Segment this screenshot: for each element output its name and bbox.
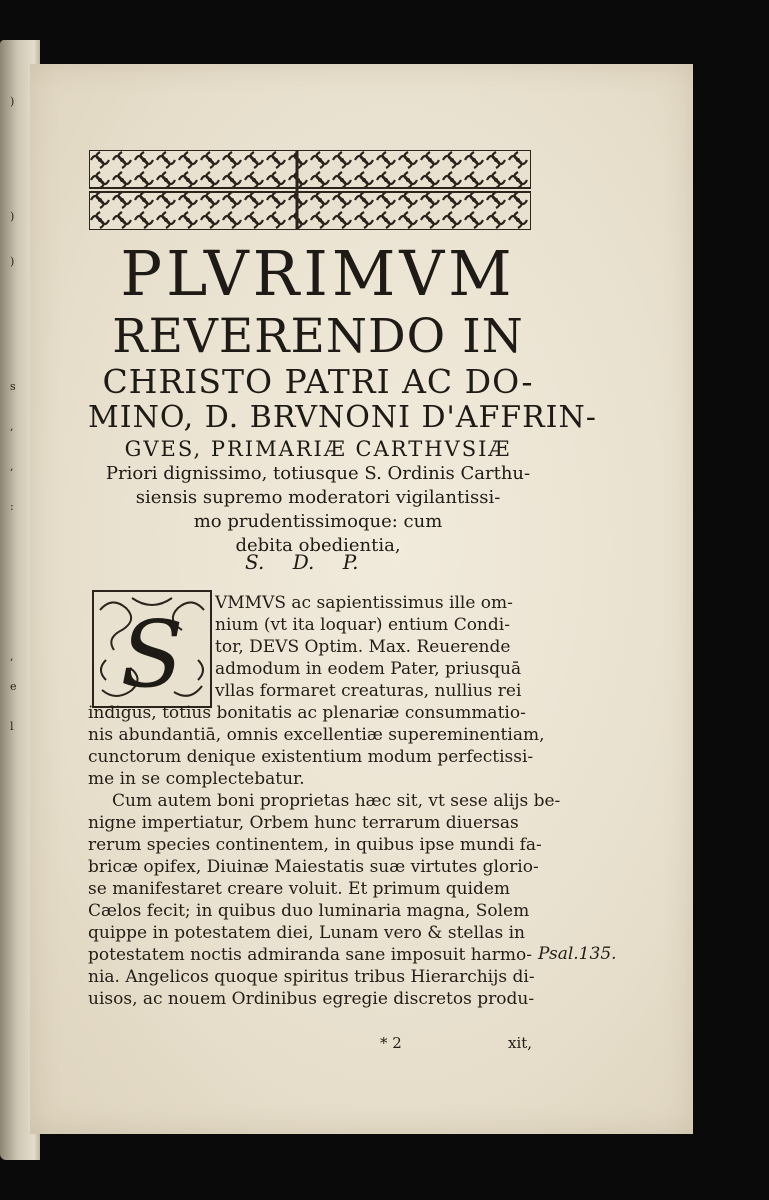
bleed-through-marks: ) ) ) s , , : , e l: [10, 95, 17, 733]
body-line: VMMVS ac sapientissimus ille om-: [215, 593, 513, 613]
title-line-8: mo prudentissimoque: cum: [193, 511, 443, 532]
body-line: Cum autem boni proprietas hæc sit, vt sese alijs be-: [112, 791, 561, 811]
body-line: nis abundantiā, omnis excellentiæ supereminentiam,: [88, 725, 545, 745]
title-line-3: CHRISTO PATRI AC DO-: [102, 362, 534, 401]
title-line-7: siensis supremo moderatori vigilantissi-: [135, 487, 501, 508]
body-line: nium (vt ita loquar) entium Condi-: [215, 615, 510, 635]
body-line: quippe in potestatem diei, Lunam vero & stellas in: [88, 923, 525, 943]
body-line: nia. Angelicos quoque spiritus tribus Hierarchijs di-: [88, 967, 535, 987]
title-line-5: GVES, PRIMARIÆ CARTHVSIÆ: [124, 437, 512, 461]
body-line: rerum species continentem, in quibus ipse mundi fa-: [88, 835, 542, 855]
body-line: admodum in eodem Pater, priusquā: [215, 659, 522, 679]
title-line-2: REVERENDO IN: [112, 309, 524, 364]
body-line: indigus, totius bonitatis ac plenariæ consummatio-: [88, 703, 526, 723]
ornamental-border-band: [89, 150, 531, 230]
body-line: bricæ opifex, Diuinæ Maiestatis suæ virtutes glorio-: [88, 857, 539, 877]
signature-mark: * 2: [380, 1034, 402, 1052]
salutation: S. D. P.: [245, 550, 359, 574]
body-text: [88, 592, 561, 1010]
body-line: Cælos fecit; in quibus duo luminaria magna, Solem: [88, 901, 530, 921]
title-line-4: MINO, D. BRVNONI D'AFFRIN-: [88, 400, 597, 435]
margin-note-psalm: Psal.135.: [538, 944, 617, 964]
dedication-title: [88, 237, 597, 558]
body-line: uisos, ac nouem Ordinibus egregie discretos produ-: [88, 989, 535, 1009]
body-line: potestatem noctis admiranda sane imposuit harmo-: [88, 945, 533, 965]
body-line: se manifestaret creare voluit. Et primum quidem: [88, 879, 511, 899]
body-line: me in se complectebatur.: [88, 769, 305, 789]
title-line-9: debita obedientia,: [235, 535, 401, 556]
body-line: tor, DEVS Optim. Max. Reuerende: [215, 637, 511, 657]
body-line: nigne impertiatur, Orbem hunc terrarum diuersas: [88, 813, 519, 833]
svg-text:S: S: [120, 601, 184, 708]
title-line-1: PLVRIMVM: [120, 237, 516, 310]
body-line: vllas formaret creaturas, nullius rei: [215, 681, 522, 701]
catchword: xit,: [508, 1034, 533, 1052]
title-line-6: Priori dignissimo, totiusque S. Ordinis Carthu-: [105, 463, 531, 484]
body-line: cunctorum denique existentium modum perfectissi-: [88, 747, 534, 767]
